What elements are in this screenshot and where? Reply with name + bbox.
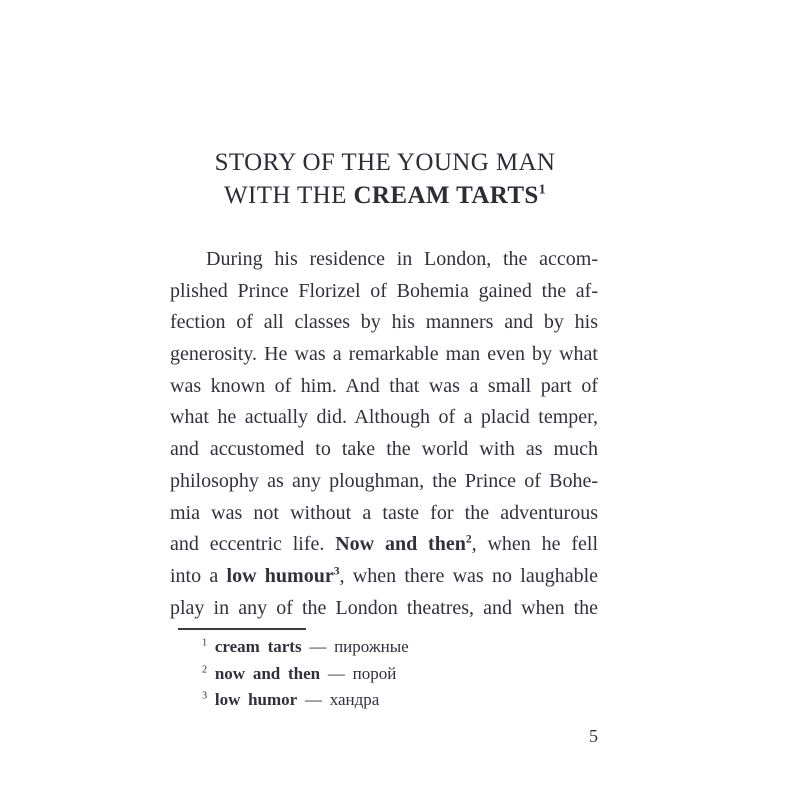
page-number: 5 [589,726,598,746]
footnote-term: low humor [214,690,298,710]
text-segment: , when he fell [471,533,598,556]
text-segment: into a [170,564,227,587]
title-footnote-ref: 1 [538,181,547,197]
footnote-number: 1 [202,637,208,649]
footnote-item: $^3$ low humor — хандра [202,690,380,710]
footnote-number: 2 [202,663,208,675]
text-line [170,371,598,403]
text-segment: what he actually did. Although of a placid temper, [170,406,598,429]
text-segment: play in any of the London theatres, and when the [170,596,598,619]
text-line [170,561,598,593]
text-line [170,402,598,434]
text-segment: was known of him. And that was a small part of [170,374,598,397]
body-paragraph [170,244,598,624]
footnote-item: $^2$ now and then — порой [202,663,397,683]
text-segment: generosity. He was a remarkable man even by what [170,343,598,366]
glossed-term: Now and then [335,533,466,556]
footnote-translation: порой [352,663,397,683]
footnote-number: 3 [202,690,208,702]
text-line [170,307,598,339]
footnote-ref: 3 [333,564,340,578]
text-line [170,244,598,276]
text-line [170,593,598,625]
text-segment: plished Prince Florizel of Bohemia gained the af- [170,279,598,302]
chapter-title-term: CREAM TARTS [353,182,539,209]
text-line [170,276,598,308]
footnote-ref: 2 [465,532,472,546]
text-segment: During his residence in London, the accom- [206,248,598,270]
text-line [170,466,598,498]
chapter-title-line2-prefix: WITH THE [223,182,354,209]
text-line [170,339,598,371]
text-line [170,498,598,530]
footnotes [178,634,598,714]
text-segment: and eccentric life. [170,533,336,556]
footnote-item: $^1$ cream tarts — пирожные [202,637,409,656]
text-segment: and accustomed to take the world with as much [170,438,598,461]
text-line [170,529,598,561]
chapter-title [170,146,600,212]
text-segment: mia was not without a taste for the adventurous [170,501,598,524]
text-segment: , when there was no laughable [339,564,599,587]
text-segment: fection of all classes by his manners and by his [170,311,598,334]
glossed-term: low humour [226,564,334,587]
chapter-title-line2 [170,179,600,212]
text-line [170,434,598,466]
footnote-term: cream tarts [214,637,302,656]
footnote-divider [178,628,306,630]
footnote-translation: хандра [329,690,380,710]
footnote-term: now and then [214,663,321,683]
footnote-translation: пирожные [334,637,409,656]
text-segment: philosophy as any ploughman, the Prince of Bohe- [170,469,598,492]
chapter-title-line1: STORY OF THE YOUNG MAN [214,149,556,176]
